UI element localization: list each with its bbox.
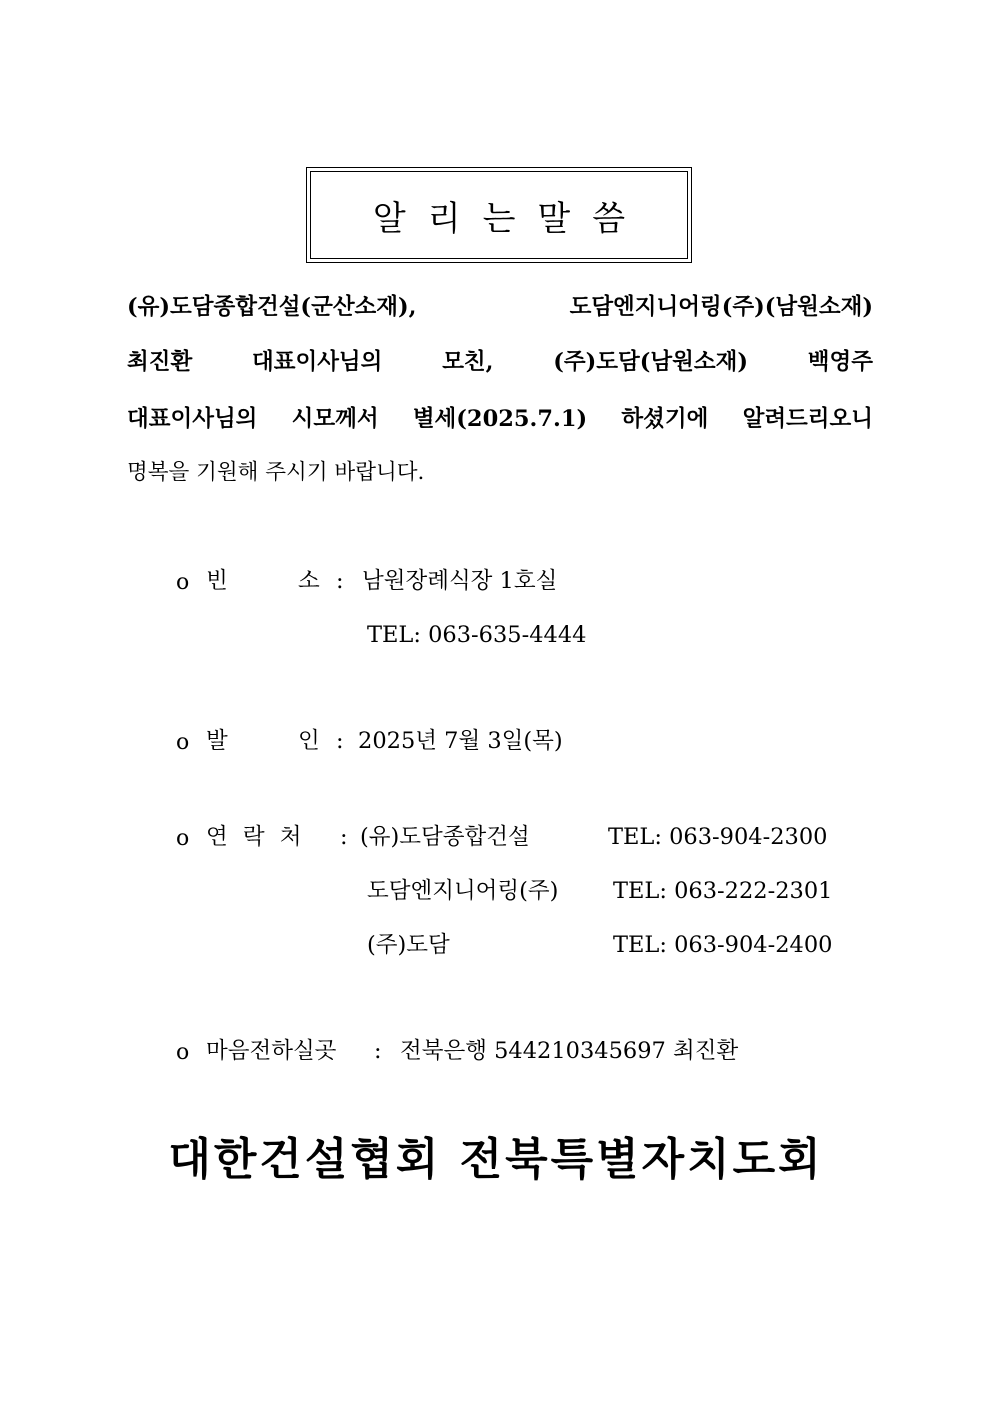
issuer-organization: 대한건설협회 전북특별자치도회 <box>168 1134 824 1185</box>
departure-colon: : <box>336 728 344 754</box>
page-title: 알리는말씀 <box>372 198 648 239</box>
announcement-line-1: (유)도담종합건설(군산소재), 도담엔지니어링(주)(남원소재) <box>127 294 873 320</box>
contacts-label: 연 락 처 <box>206 824 306 850</box>
contact-tel-3: TEL: 063-904-2400 <box>613 932 833 958</box>
condolence-label: 마음전하실곳 <box>206 1038 337 1064</box>
bullet-departure: o <box>176 730 190 755</box>
announcement-line-2: 최진환 대표이사님의 모친, (주)도담(남원소재) 백영주 <box>127 349 873 375</box>
contact-name-1: (유)도담종합건설 <box>360 824 530 850</box>
contacts-colon: : <box>340 824 348 850</box>
funeral-home-label-a: 빈 <box>206 568 228 594</box>
funeral-home-value: 남원장례식장 1호실 <box>362 568 558 594</box>
condolence-value: 전북은행 544210345697 최진환 <box>400 1038 739 1064</box>
bullet-contacts: o <box>176 826 190 851</box>
funeral-home-label-b: 소 <box>298 568 320 594</box>
bullet-condolence: o <box>176 1040 190 1065</box>
title-box <box>306 167 692 263</box>
funeral-home-tel: TEL: 063-635-4444 <box>367 622 587 648</box>
contact-name-3: (주)도담 <box>367 932 450 958</box>
contact-tel-1: TEL: 063-904-2300 <box>608 824 828 850</box>
departure-label-b: 인 <box>298 728 320 754</box>
funeral-home-colon: : <box>336 568 344 594</box>
contact-tel-2: TEL: 063-222-2301 <box>613 878 833 904</box>
condolence-colon: : <box>374 1038 382 1064</box>
bullet-funeral-home: o <box>176 570 190 595</box>
contact-name-2: 도담엔지니어링(주) <box>367 878 559 904</box>
departure-value: 2025년 7월 3일(목) <box>358 728 563 754</box>
departure-label-a: 발 <box>206 728 228 754</box>
announcement-line-4: 명복을 기원해 주시기 바랍니다. <box>127 460 425 485</box>
title-inner-frame <box>310 171 688 259</box>
announcement-line-3: 대표이사님의 시모께서 별세(2025.7.1) 하셨기에 알려드리오니 <box>127 406 873 432</box>
